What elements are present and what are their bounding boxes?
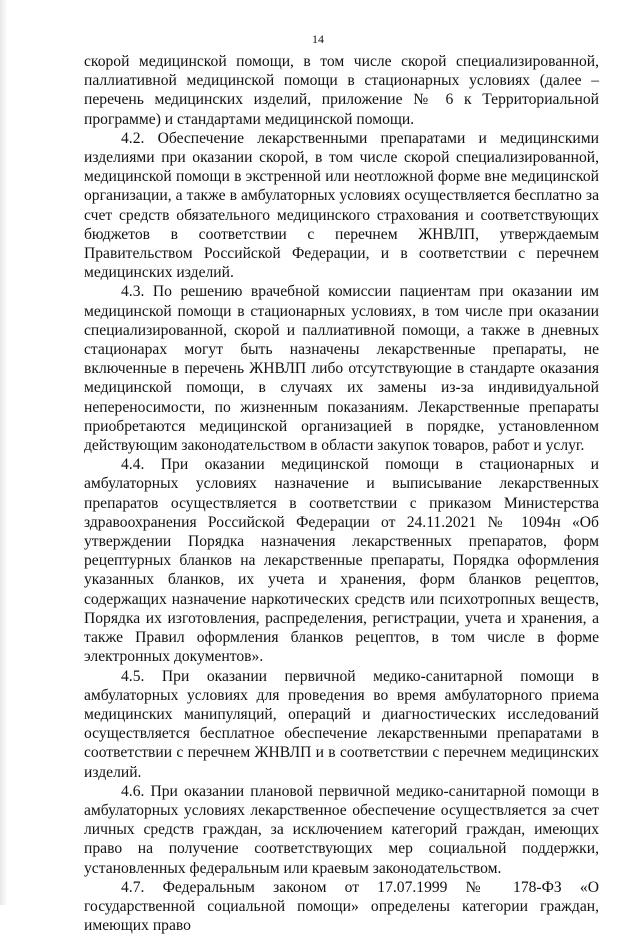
paragraph-4-4: 4.4. При оказании медицинской помощи в стационарных и амбулаторных условиях назначение и выписывание лекарственных препаратов осуществляется в соответствии с приказом Министерства здравоохранения Российской Федерации от 24.11.2021 № 1094н «Об утверждении Порядка назначения лекарственных препаратов, форм рецептурных бланков на лекарственные препараты, Порядка оформления указанных бланков, их учета и хранения, форм бланков рецептов, содержащих назначение наркотических средств или психотропных веществ, Порядка их изготовления, распределения, регистрации, учета и хранения, а также Правил оформления бланков рецептов, в том числе в форме электронных документов». xyxy=(84,456,599,666)
paragraph-4-3: 4.3. По решению врачебной комиссии пациентам при оказании им медицинской помощи в стационарных условиях, в том числе при оказании специализированной, скорой и паллиативной помощи, а также в дневных стационарах могут быть назначены лекарственные препараты, не включенные в перечень ЖНВЛП либо отсутствующие в стандарте оказания медицинской помощи, в случаях их замены из-за индивидуальной непереносимости, по жизненным показаниям. Лекарственные препараты приобретаются медицинской организацией в порядке, установленном действующим законодательством в области закупок товаров, работ и услуг. xyxy=(84,283,599,455)
paragraph-4-6: 4.6. При оказании плановой первичной медико-санитарной помощи в амбулаторных условиях лекарственное обеспечение осуществляется за счет личных средств граждан, за исключением категорий граждан, имеющих право на получение соответствующих мер социальной поддержки, установленных федеральным или краевым законодательством. xyxy=(84,782,599,877)
page-number: 14 xyxy=(312,32,324,46)
paragraph-4-7: 4.7. Федеральным законом от 17.07.1999 № 178-ФЗ «О государственной социальной помощи» определены категории граждан, имеющих право xyxy=(84,878,599,935)
document-body xyxy=(84,52,599,935)
page-edge-shadow xyxy=(0,0,8,905)
paragraph-4-2: 4.2. Обеспечение лекарственными препаратами и медицинскими изделиями при оказании скорой, в том числе скорой специализированной, медицинской помощи в экстренной или неотложной форме вне медицинской организации, а также в амбулаторных условиях осуществляется бесплатно за счет средств обязательного медицинского страхования и соответствующих бюджетов в соответствии с перечнем ЖНВЛП, утверждаемым Правительством Российской Федерации, и в соответствии с перечнем медицинских изделий. xyxy=(84,129,599,282)
paragraph-4-5: 4.5. При оказании первичной медико-санитарной помощи в амбулаторных условиях для проведения во время амбулаторного приема медицинских манипуляций, операций и диагностических исследований осуществляется бесплатное обеспечение лекарственными препаратами в соответствии с перечнем ЖНВЛП и в соответствии с перечнем медицинских изделий. xyxy=(84,667,599,781)
paragraph-continuation: скорой медицинской помощи, в том числе скорой специализированной, паллиативной медицинской помощи в стационарных условиях (далее – перечень медицинских изделий, приложение № 6 к Территориальной программе) и стандартами медицинской помощи. xyxy=(84,53,599,128)
